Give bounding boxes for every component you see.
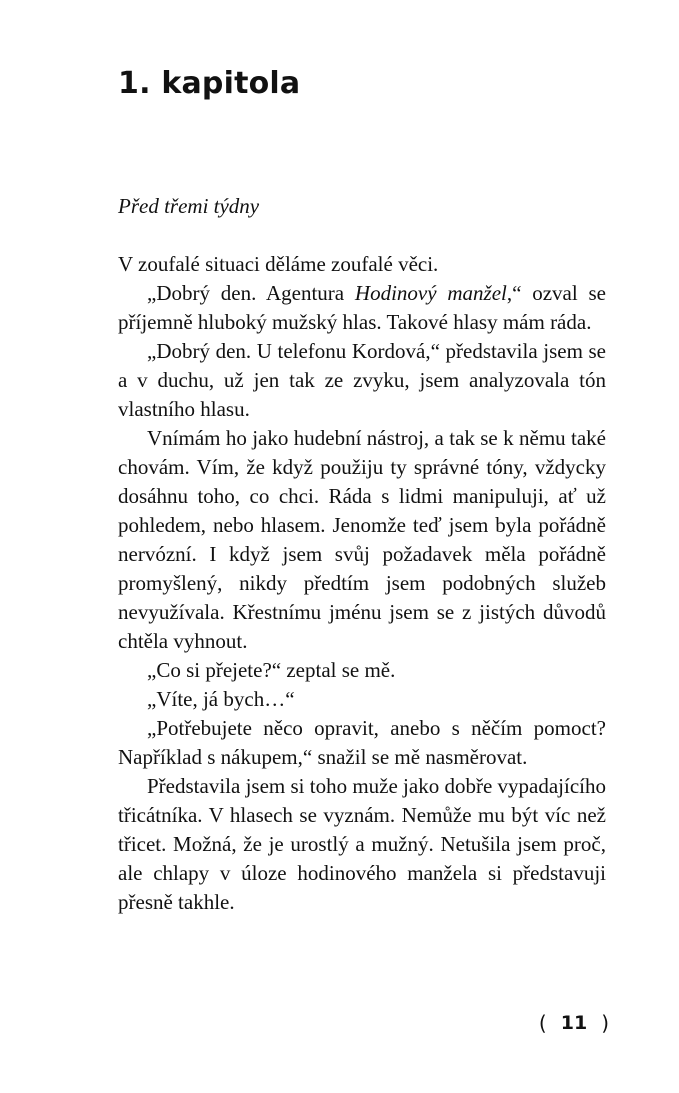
paragraph <box>118 250 606 279</box>
paragraph-text: „Víte, já bych…“ <box>147 687 295 711</box>
paragraph <box>118 279 606 337</box>
page-footer <box>539 1011 609 1035</box>
time-note: Před třemi týdny <box>118 194 260 218</box>
chapter-title: 1. kapitola <box>118 66 301 101</box>
paragraph-text: „Potřebujete něco opravit, anebo s něčím pomoct? Například s nákupem,“ snažil se mě nasměrovat. <box>118 716 606 769</box>
paragraph <box>118 424 606 656</box>
paragraph-text: Představila jsem si toho muže jako dobře vypadajícího třicátníka. V hlasech se vyznám. Nemůže mu být víc než třicet. Možná, že je urostlý a mužný. Netušila jsem proč, ale chlapy v úloze hodinového manžela si představuji přesně takhle. <box>118 774 606 914</box>
paragraph-text: „Dobrý den. U telefonu Kordová,“ představila jsem se a v duchu, už jen tak ze zvyku, jsem analyzovala tón vlastního hlasu. <box>118 339 606 421</box>
paragraph <box>118 685 606 714</box>
body-text <box>118 250 606 917</box>
italic-text: Hodinový manžel <box>354 281 507 305</box>
paragraph <box>118 337 606 424</box>
page-number-open-bracket: ( <box>538 1011 547 1035</box>
paragraph-text: Vnímám ho jako hudební nástroj, a tak se k němu také chovám. Vím, že když použiju ty správné tóny, vždycky dosáhnu toho, co chci. Ráda s lidmi manipuluji, ať už pohledem, nebo hlasem. Jenomže teď jsem byla pořádně nervózní. I když jsem svůj požadavek měla pořádně promyšlený, nikdy předtím jsem podobných služeb nevyužívala. Křestnímu jménu jsem se z jistých důvodů chtěla vyhnout. <box>118 426 606 653</box>
paragraph <box>118 714 606 772</box>
page-number: 11 <box>560 1012 588 1034</box>
paragraph-text: V zoufalé situaci děláme zoufalé věci. <box>118 252 439 276</box>
paragraph-text: „Dobrý den. Agentura <box>147 281 355 305</box>
paragraph-text: „Co si přejete?“ zeptal se mě. <box>147 658 396 682</box>
paragraph <box>118 656 606 685</box>
paragraph-text: ,“ ozval se příjemně hluboký mužský hlas. Takové hlasy mám ráda. <box>118 281 606 334</box>
page-number-close-bracket: ) <box>601 1011 609 1035</box>
paragraph <box>118 772 606 917</box>
